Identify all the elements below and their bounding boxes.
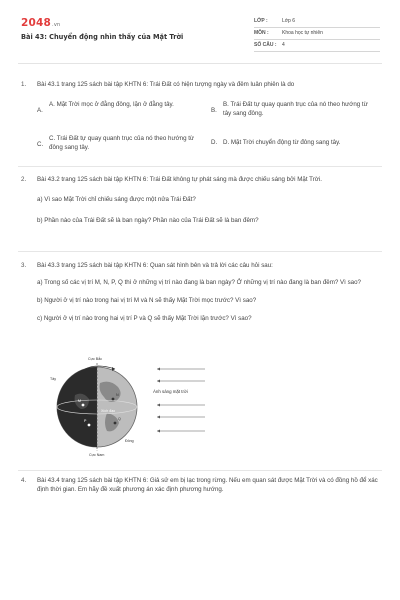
option-letter: A. <box>37 106 43 114</box>
option-text: B. Trái Đất tự quay quanh trục của nó theo hướng từ tây sang đông. <box>223 100 368 117</box>
meta-label: LỚP : <box>254 17 268 24</box>
label-point-q: Q <box>118 417 121 421</box>
point-marker <box>112 398 115 401</box>
meta-value: 4 <box>282 41 285 48</box>
option-letter: B. <box>211 106 217 114</box>
question-text: Bài 43.3 trang 125 sách bài tập KHTN 6: Quan sát hình bên và trả lời các câu hỏi sau: <box>37 262 273 269</box>
header-divider <box>18 63 382 64</box>
option-d[interactable] <box>211 135 383 148</box>
option-b[interactable] <box>211 101 383 119</box>
meta-class-row <box>254 16 380 28</box>
option-letter: D. <box>211 138 218 146</box>
earth-diagram-svg <box>45 355 245 460</box>
meta-value: Khoa học tự nhiên <box>282 29 323 36</box>
point-marker <box>88 424 91 427</box>
sunlight-rays <box>157 369 205 431</box>
point-marker <box>82 404 85 407</box>
label-point-n: N <box>116 393 119 397</box>
question-number: 4. <box>21 477 27 484</box>
site-logo[interactable] <box>21 16 60 31</box>
logo-text: 2048 <box>21 17 52 29</box>
earth-diagram <box>45 355 245 460</box>
page-title: Bài 43: Chuyển động nhìn thấy của Mặt Trời <box>21 33 184 41</box>
meta-label: MÔN : <box>254 29 269 36</box>
meta-label: SỐ CÂU : <box>254 41 277 48</box>
label-equator: Xích đạo <box>101 409 116 413</box>
label-sunlight: Ánh sáng mặt trời <box>153 389 188 394</box>
question-2 <box>21 176 381 226</box>
question-divider <box>18 251 382 252</box>
sub-question-c: c) Người ở vị trí nào trong hai vị trí P và Q sẽ thấy Mặt Trời lặn trước? Vì sao? <box>37 314 252 322</box>
answer-options <box>37 101 381 165</box>
sunlight-arrowheads <box>157 368 160 433</box>
label-south: Cực Nam <box>89 453 105 457</box>
option-text: A. Mặt Trời mọc ở đằng đông, lặn ở đằng tây. <box>49 100 174 108</box>
question-text: Bài 43.4 trang 125 sách bài tập KHTN 6: Giả sử em bị lạc trong rừng. Nếu em quan sát được Mặt Trời và có đồng hồ để xác định thời gian. Em hãy đề xuất phương án xác định phương hướng. <box>37 477 378 493</box>
question-4 <box>21 477 381 495</box>
question-number: 3. <box>21 262 27 269</box>
meta-value: Lớp 6 <box>282 17 296 24</box>
label-west: Tây <box>50 377 56 381</box>
label-point-m: M <box>78 399 81 403</box>
question-1 <box>21 81 381 165</box>
meta-info <box>254 16 380 52</box>
option-text: D. Mặt Trời chuyển động từ đông sang tây. <box>223 138 341 146</box>
sub-question-b: b) Phần nào của Trái Đất sẽ là ban ngày? Phần nào của Trái Đất sẽ là ban đêm? <box>37 216 259 224</box>
sub-question-b: b) Người ở vị trí nào trong hai vị trí M và N sẽ thấy Mặt Trời mọc trước? Vì sao? <box>37 296 257 304</box>
option-c[interactable] <box>37 135 209 153</box>
question-3 <box>21 262 381 324</box>
question-number: 1. <box>21 81 27 88</box>
question-divider <box>18 470 382 471</box>
label-point-p: P <box>84 419 87 423</box>
meta-count-row <box>254 40 380 52</box>
question-text: Bài 43.1 trang 125 sách bài tập KHTN 6: Trái Đất có hiện tượng ngày và đêm luân phiên là do <box>37 81 295 88</box>
label-east: Đông <box>125 439 134 443</box>
meta-subject-row <box>254 28 380 40</box>
night-side <box>57 367 97 447</box>
question-divider <box>18 166 382 167</box>
sub-question-a: a) Trong số các vị trí M, N, P, Q thì ở những vị trí nào đang là ban ngày? Ở những vị trí nào đang là ban đêm? Vì sao? <box>37 278 361 286</box>
question-number: 2. <box>21 176 27 183</box>
label-north: Cực Bắc <box>88 357 102 361</box>
sub-question-a: a) Vì sao Mặt Trời chỉ chiếu sáng được một nửa Trái Đất? <box>37 195 196 203</box>
point-marker <box>114 422 117 425</box>
logo-suffix: .vn <box>52 22 61 28</box>
question-text: Bài 43.2 trang 125 sách bài tập KHTN 6: Trái Đất không tự phát sáng mà được chiếu sáng bởi Mặt Trời. <box>37 176 322 183</box>
option-a[interactable] <box>37 100 209 114</box>
option-letter: C. <box>37 140 44 148</box>
option-text: C. Trái Đất tự quay quanh trục của nó theo hướng từ đông sang tây. <box>49 134 195 151</box>
